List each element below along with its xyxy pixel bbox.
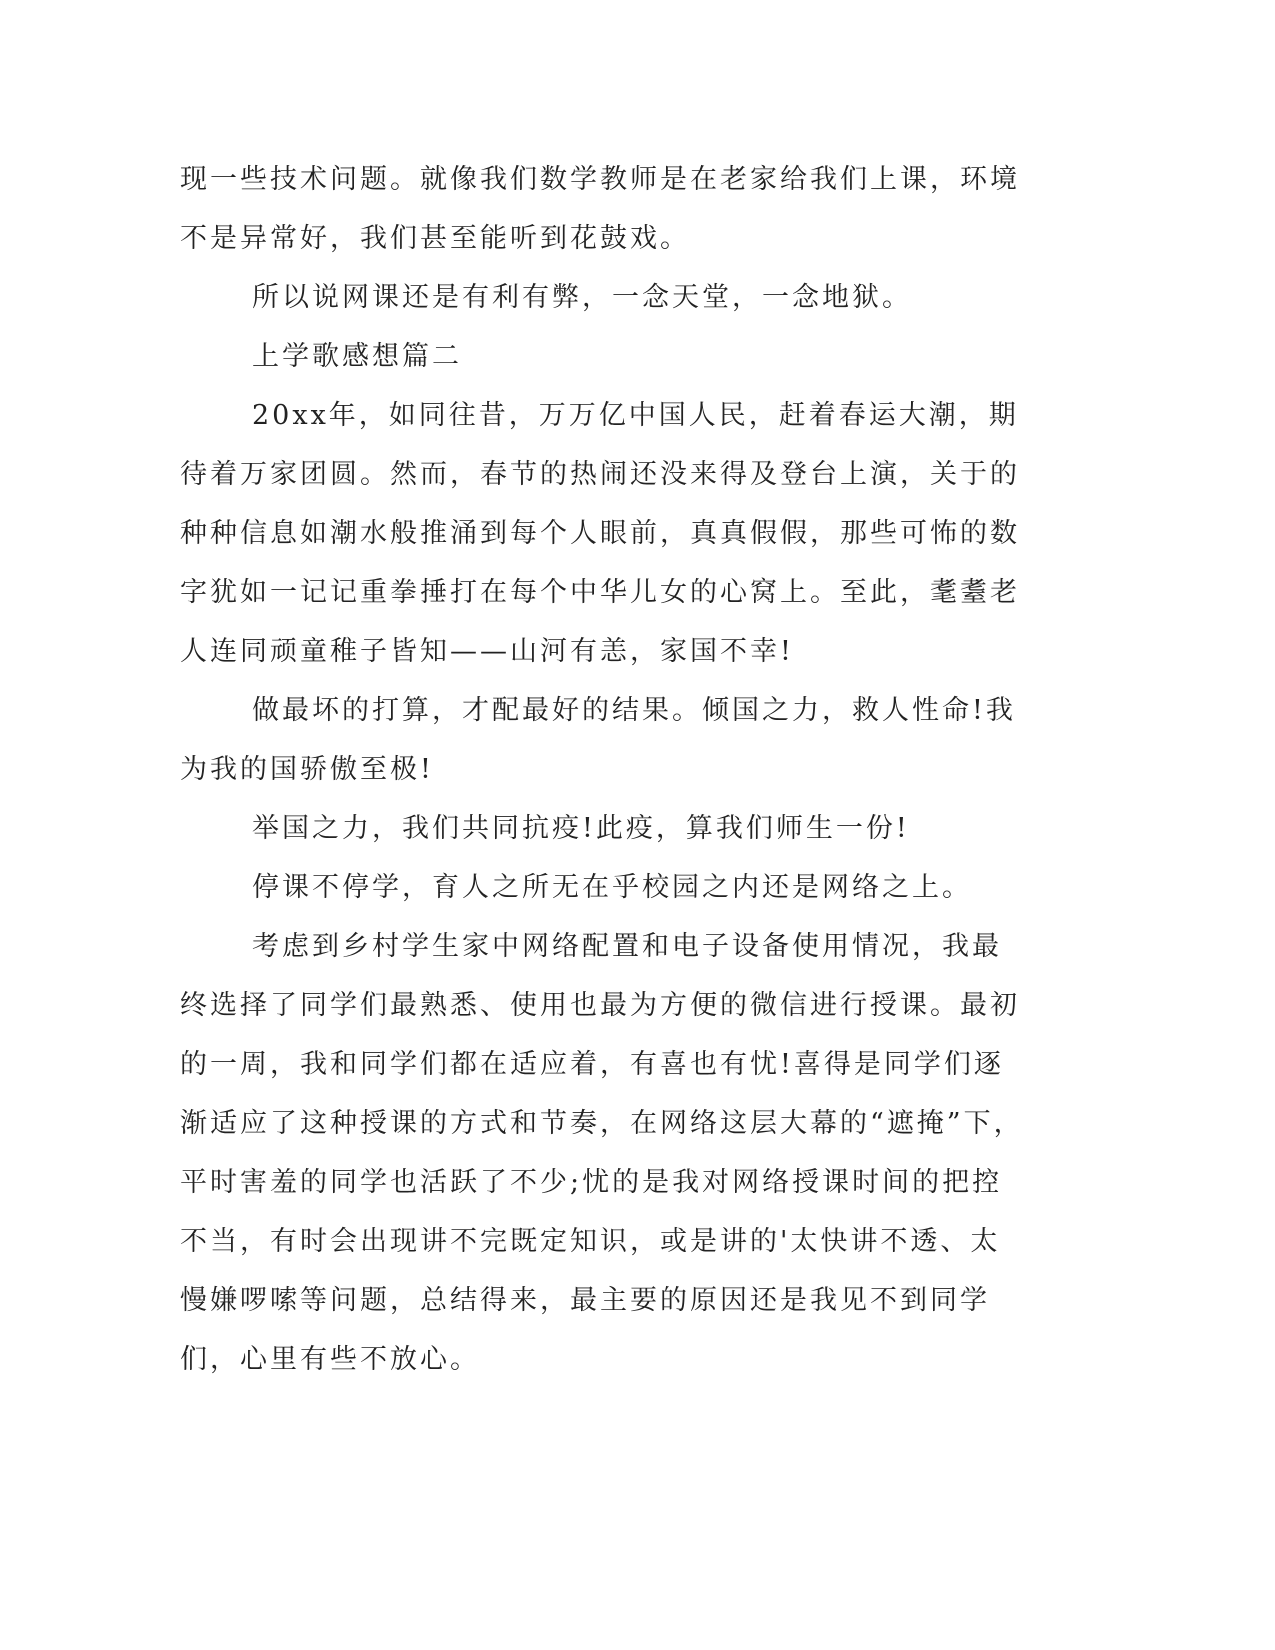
paragraph-8: 考虑到乡村学生家中网络配置和电子设备使用情况，我最终选择了同学们最熟悉、使用也最为方便的微信进行授课。最初的一周，我和同学们都在适应着，有喜也有忧!喜得是同学们逐渐适应了这种授课的方式和节奏，在网络这层大幕的“遮掩”下，平时害羞的同学也活跃了不少;忧的是我对网络授课时间的把控不当，有时会出现讲不完既定知识，或是讲的'太快讲不透、太慢嫌啰嗦等问题，总结得来，最主要的原因还是我见不到同学们，心里有些不放心。 <box>180 931 1024 1375</box>
paragraph-7: 停课不停学，育人之所无在乎校园之内还是网络之上。 <box>252 872 972 903</box>
section-heading: 上学歌感想篇二 <box>252 341 462 372</box>
paragraph-4: 20xx年，如同往昔，万万亿中国人民，赶着春运大潮，期待着万家团圆。然而，春节的热闹还没来得及登台上演，关于的种种信息如潮水般推涌到每个人眼前，真真假假，那些可怖的数字犹如一记记重拳捶打在每个中华儿女的心窝上。至此，耄耋老人连同顽童稚子皆知——山河有恙，家国不幸! <box>180 400 1020 667</box>
paragraph-6: 举国之力，我们共同抗疫!此疫，算我们师生一份! <box>252 813 910 844</box>
document-body <box>180 150 1030 1389</box>
paragraph-5: 做最坏的打算，才配最好的结果。倾国之力，救人性命!我为我的国骄傲至极! <box>180 695 1016 785</box>
paragraph-2: 所以说网课还是有利有弊，一念天堂，一念地狱。 <box>252 282 912 313</box>
paragraph-1: 现一些技术问题。就像我们数学教师是在老家给我们上课，环境不是异常好，我们甚至能听到花鼓戏。 <box>180 164 1020 254</box>
